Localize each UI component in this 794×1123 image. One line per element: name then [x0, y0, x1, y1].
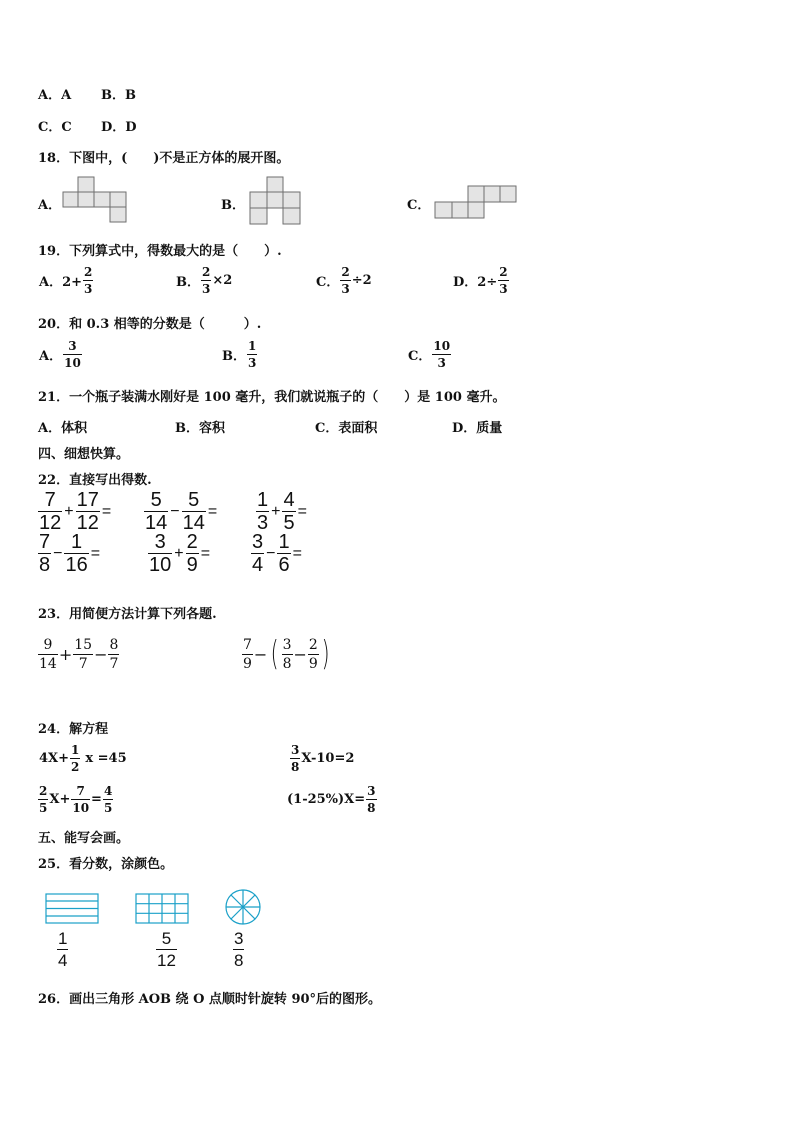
q19-option-a	[38, 266, 93, 295]
q25-rect-twelfths[interactable]	[135, 893, 189, 925]
cube-net-a	[62, 176, 128, 224]
fraction-bar	[247, 354, 257, 355]
q21-stem: 21．一个瓶子装满水刚好是 100 毫升，我们就说瓶子的（ ）是 100 毫升。	[38, 390, 506, 405]
cube-net-c	[434, 185, 518, 221]
denominator: 4	[252, 554, 264, 576]
equals-sign: =	[101, 502, 112, 520]
left-paren: (	[270, 634, 279, 674]
eq-prefix: 4X+	[39, 751, 70, 766]
q21-option-c: C．表面积	[315, 421, 378, 436]
q22-r2-expr3	[251, 532, 304, 575]
denominator: 3	[84, 282, 93, 296]
q25-circle-eighths[interactable]	[224, 888, 262, 926]
fraction	[103, 785, 113, 814]
denominator: 5	[39, 801, 48, 815]
denominator: 9	[308, 655, 318, 672]
fraction	[432, 340, 451, 369]
fraction	[282, 638, 293, 671]
q19-option-b	[175, 266, 233, 295]
denominator: 7	[78, 656, 88, 672]
eq-suffix: X-10=2	[301, 751, 355, 766]
fraction-bar	[366, 799, 376, 800]
operator: +	[58, 645, 73, 664]
equals-sign: =	[90, 544, 101, 562]
fraction	[251, 532, 264, 575]
fraction	[38, 638, 58, 671]
numerator: 17	[76, 489, 99, 511]
q20-c-prefix: C．	[408, 349, 432, 364]
fraction-bar	[103, 799, 113, 800]
operator: −	[266, 544, 276, 562]
fraction	[156, 930, 177, 969]
fraction	[256, 490, 269, 533]
q22-stem: 22．直接写出得数.	[38, 473, 152, 488]
numerator: 1	[58, 929, 68, 948]
numerator: 2	[341, 265, 350, 279]
fraction	[242, 638, 253, 671]
fraction	[201, 266, 211, 295]
operator: +	[64, 502, 74, 520]
fraction	[38, 785, 48, 814]
fraction-bar	[57, 949, 68, 950]
section-5-heading: 五、能写会画。	[38, 831, 130, 846]
numerator: 2	[39, 784, 48, 798]
fraction-bar	[63, 354, 82, 355]
q19-b-prefix: B．	[176, 275, 200, 290]
numerator: 3	[154, 531, 166, 553]
q17-option-a: A．A	[38, 88, 72, 103]
numerator: 2	[499, 265, 508, 279]
numerator: 1	[257, 489, 269, 511]
equals-sign: =	[91, 792, 102, 807]
q25-rect-quarters[interactable]	[45, 893, 99, 925]
fraction-bar	[73, 654, 93, 655]
fraction-bar	[201, 280, 211, 281]
operator: −	[94, 645, 108, 664]
numerator: 10	[433, 339, 451, 353]
numerator: 3	[68, 339, 77, 353]
q23-expr2	[242, 634, 332, 674]
q18-option-c-label: C．	[407, 198, 431, 213]
q19-c-suffix: ÷2	[351, 273, 372, 288]
q20-option-b	[221, 340, 257, 369]
fraction	[63, 340, 82, 369]
numerator: 2	[308, 636, 318, 653]
fraction-bar	[290, 758, 300, 759]
q17-option-d: D．D	[101, 120, 137, 135]
numerator: 4	[103, 784, 113, 798]
fraction	[70, 744, 80, 773]
numerator: 9	[43, 637, 53, 653]
denominator: 8	[234, 951, 244, 970]
fraction-bar	[282, 654, 293, 655]
q17-option-b: B．B	[101, 88, 136, 103]
q18-option-a-label: A．	[38, 198, 62, 213]
equals-sign: =	[292, 544, 302, 562]
numerator: 7	[76, 784, 85, 798]
numerator: 7	[243, 636, 252, 653]
numerator: 5	[188, 489, 200, 511]
fraction	[73, 638, 93, 671]
denominator: 3	[437, 356, 446, 370]
denominator: 14	[39, 656, 57, 672]
q19-stem: 19．下列算式中，得数最大的是（ ）.	[38, 244, 282, 259]
fraction	[148, 532, 172, 575]
denominator: 10	[149, 554, 172, 576]
fraction	[144, 490, 168, 533]
q20-b-prefix: B．	[222, 349, 246, 364]
numerator: 8	[109, 637, 119, 653]
numerator: 1	[71, 743, 80, 757]
q21-option-d: D．质量	[452, 421, 503, 436]
denominator: 9	[186, 554, 198, 576]
operator: −	[293, 644, 307, 664]
denominator: 3	[202, 282, 211, 296]
q24-eq1	[38, 744, 128, 773]
q20-stem: 20．和 0.3 相等的分数是（ ）.	[38, 317, 262, 332]
q24-eq2	[290, 744, 355, 773]
denominator: 12	[76, 512, 99, 534]
numerator: 3	[282, 636, 292, 653]
q24-eq4	[286, 785, 377, 814]
fraction	[182, 490, 206, 533]
q25-fraction-2	[156, 930, 177, 969]
q17-option-c: C．C	[38, 120, 72, 135]
q24-stem: 24．解方程	[38, 722, 109, 737]
q21-option-b: B．容积	[175, 421, 225, 436]
fraction	[71, 785, 90, 814]
numerator: 5	[150, 489, 162, 511]
q24-eq3	[38, 785, 113, 814]
operator: −	[253, 644, 268, 664]
q26-stem: 26．画出三角形 AOB 绕 O 点顺时针旋转 90°后的图形。	[38, 992, 382, 1007]
section-4-heading: 四、细想快算。	[38, 447, 130, 462]
q25-fraction-1	[57, 930, 68, 969]
right-paren: )	[321, 634, 330, 674]
numerator: 7	[39, 531, 51, 553]
eq-prefix: (1-25%)X=	[287, 792, 366, 807]
denominator: 14	[182, 512, 205, 534]
q19-option-c	[315, 266, 373, 295]
fraction	[76, 490, 100, 533]
fraction-bar	[340, 280, 350, 281]
q19-option-d	[452, 266, 509, 295]
fraction	[38, 490, 62, 533]
fraction-bar	[233, 949, 244, 950]
denominator: 6	[278, 554, 290, 576]
denominator: 8	[367, 801, 376, 815]
operator: −	[170, 502, 180, 520]
fraction-bar	[71, 799, 90, 800]
operator: −	[53, 544, 63, 562]
fraction-bar	[38, 654, 58, 655]
q22-r2-expr2	[148, 532, 212, 575]
denominator: 9	[243, 655, 252, 672]
q23-stem: 23．用简便方法计算下列各题.	[38, 607, 217, 622]
numerator: 1	[278, 531, 290, 553]
denominator: 2	[71, 760, 80, 774]
fraction	[38, 532, 51, 575]
equals-sign: =	[297, 502, 307, 520]
fraction	[277, 532, 290, 575]
denominator: 3	[499, 282, 508, 296]
numerator: 3	[291, 743, 300, 757]
q22-r2-expr1	[38, 532, 102, 575]
fraction	[282, 490, 295, 533]
q23-expr1	[38, 638, 119, 671]
denominator: 10	[72, 801, 90, 815]
cube-net-b	[249, 176, 303, 226]
denominator: 5	[283, 512, 295, 534]
fraction-bar	[308, 654, 319, 655]
fraction	[498, 266, 508, 295]
fraction	[233, 930, 244, 969]
numerator: 1	[248, 339, 257, 353]
q20-option-c	[407, 340, 451, 369]
q22-r1-expr2	[144, 490, 219, 533]
q22-r1-expr3	[256, 490, 309, 533]
numerator: 2	[202, 265, 211, 279]
fraction	[64, 532, 88, 575]
denominator: 16	[65, 554, 88, 576]
denominator: 12	[39, 512, 62, 534]
numerator: 15	[74, 637, 93, 653]
operator: +	[174, 544, 184, 562]
fraction	[308, 638, 319, 671]
fraction-bar	[38, 799, 48, 800]
q18-option-b-label: B．	[221, 198, 245, 213]
numerator: 1	[71, 531, 83, 553]
fraction-bar	[242, 654, 253, 655]
q20-a-prefix: A．	[39, 349, 63, 364]
q20-option-a	[38, 340, 82, 369]
fraction-bar	[498, 280, 508, 281]
fraction	[57, 930, 68, 969]
fraction	[340, 266, 350, 295]
q19-c-prefix: C．	[316, 275, 340, 290]
denominator: 3	[341, 282, 350, 296]
denominator: 8	[282, 655, 292, 672]
eq-suffix: x =45	[85, 751, 127, 766]
fraction	[186, 532, 199, 575]
fraction-bar	[156, 949, 177, 950]
denominator: 10	[64, 356, 81, 370]
denominator: 14	[145, 512, 168, 534]
fraction-bar	[108, 654, 119, 655]
denominator: 5	[103, 801, 113, 815]
q21-option-a: A．体积	[38, 421, 88, 436]
fraction-bar	[83, 280, 93, 281]
eq-middle: X+	[49, 792, 71, 807]
q25-fraction-3	[233, 930, 244, 969]
q22-r1-expr1	[38, 490, 113, 533]
q25-stem: 25．看分数，涂颜色。	[38, 857, 174, 872]
numerator: 2	[186, 531, 198, 553]
fraction-bar	[432, 354, 451, 355]
denominator: 8	[39, 554, 51, 576]
fraction	[247, 340, 257, 369]
denominator: 8	[291, 760, 300, 774]
q19-a-prefix: A．2+	[39, 275, 83, 290]
numerator: 3	[234, 929, 244, 948]
fraction	[366, 785, 376, 814]
numerator: 2	[84, 265, 93, 279]
equals-sign: =	[207, 502, 218, 520]
denominator: 4	[58, 951, 68, 970]
q19-d-prefix: D．2÷	[453, 275, 498, 290]
equals-sign: =	[200, 544, 211, 562]
numerator: 3	[367, 784, 376, 798]
q19-b-suffix: ×2	[212, 273, 233, 288]
fraction	[108, 638, 119, 671]
denominator: 3	[257, 512, 269, 534]
denominator: 7	[109, 656, 119, 672]
fraction	[290, 744, 300, 773]
q18-stem: 18．下图中，( )不是正方体的展开图。	[38, 151, 290, 166]
denominator: 12	[157, 951, 176, 970]
denominator: 3	[248, 356, 257, 370]
numerator: 3	[252, 531, 264, 553]
numerator: 7	[44, 489, 56, 511]
fraction-bar	[70, 758, 80, 759]
numerator: 5	[161, 929, 172, 948]
numerator: 4	[283, 489, 295, 511]
fraction	[83, 266, 93, 295]
operator: +	[271, 502, 281, 520]
